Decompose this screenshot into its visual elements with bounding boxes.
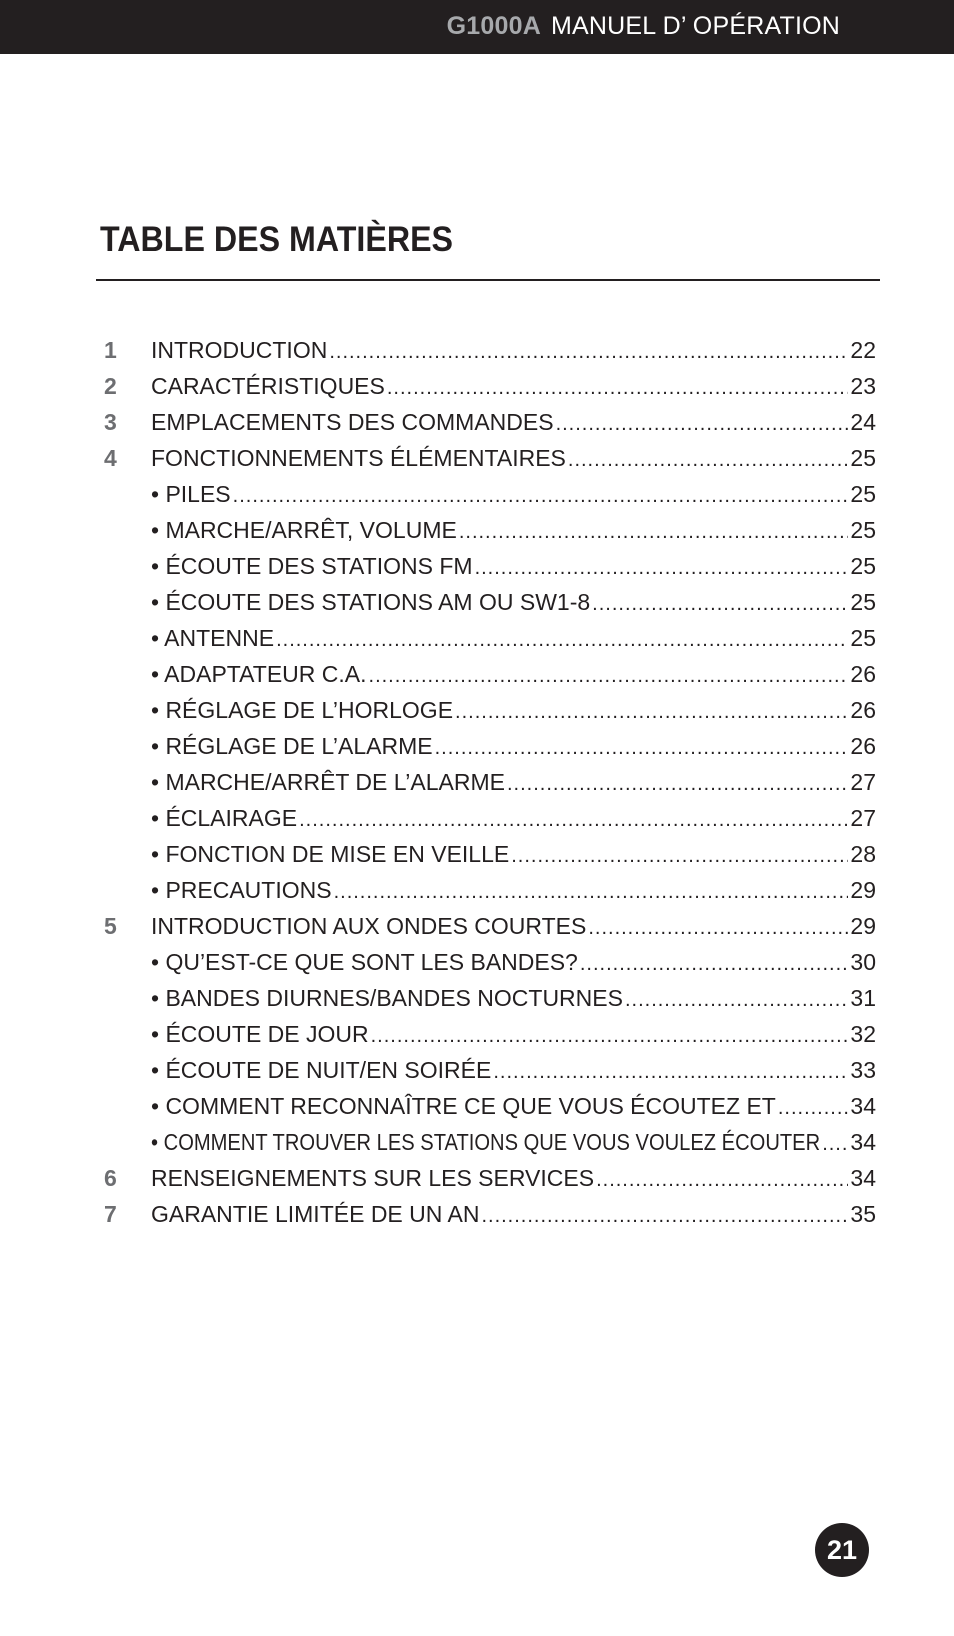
dot-leader — [507, 766, 848, 802]
toc-page-number: 30 — [850, 949, 876, 975]
toc-entry-title: • COMMENT RECONNAÎTRE CE QUE VOUS ÉCOUTEZ ET — [151, 1093, 776, 1119]
toc-page-number: 28 — [850, 841, 876, 867]
dot-leader — [329, 334, 848, 370]
dot-leader — [568, 442, 849, 478]
heading-rule — [96, 279, 880, 281]
toc-entry[interactable] — [104, 476, 876, 512]
toc-entry-title: EMPLACEMENTS DES COMMANDES — [151, 409, 554, 435]
toc-entry-title: • PILES — [151, 481, 231, 507]
toc-entry[interactable] — [104, 440, 876, 476]
toc-entry-line — [151, 1160, 876, 1198]
toc-entry-line — [151, 1124, 876, 1162]
toc-page-number: 25 — [850, 445, 876, 471]
dot-leader — [556, 406, 849, 442]
toc-entry[interactable] — [104, 872, 876, 908]
toc-entry-title: • ADAPTATEUR C.A. — [151, 661, 367, 687]
toc-chapter-number: 3 — [104, 409, 117, 435]
toc-page-number: 34 — [850, 1129, 876, 1155]
toc-entry-line — [151, 476, 876, 514]
toc-entry-title: INTRODUCTION AUX ONDES COURTES — [151, 913, 587, 939]
toc-entry-line — [151, 1016, 876, 1054]
toc-entry[interactable] — [104, 1124, 876, 1160]
toc-entry[interactable] — [104, 620, 876, 656]
dot-leader — [387, 370, 849, 406]
toc-entry-line — [151, 512, 876, 550]
toc-page-number: 29 — [850, 877, 876, 903]
toc-page-number: 34 — [850, 1093, 876, 1119]
toc-entry-title: • QU’EST-CE QUE SONT LES BANDES? — [151, 949, 578, 975]
toc-entry-title: • COMMENT TROUVER LES STATIONS QUE VOUS VOULEZ ÉCOUTER — [151, 1129, 821, 1155]
dot-leader — [493, 1054, 848, 1090]
toc-page-number: 33 — [850, 1057, 876, 1083]
toc-entry[interactable] — [104, 1196, 876, 1232]
dot-leader — [233, 478, 849, 514]
toc-page-number: 25 — [850, 481, 876, 507]
toc-page-number: 29 — [850, 913, 876, 939]
dot-leader — [371, 1018, 849, 1054]
toc-entry[interactable] — [104, 1016, 876, 1052]
toc-entry-line — [151, 620, 876, 658]
toc-entry-title: • PRECAUTIONS — [151, 877, 332, 903]
toc-page-number: 25 — [850, 589, 876, 615]
toc-entry-title: GARANTIE LIMITÉE DE UN AN — [151, 1201, 480, 1227]
toc-page-number: 32 — [850, 1021, 876, 1047]
toc-chapter-number: 7 — [104, 1201, 117, 1227]
toc-entry-line — [151, 1052, 876, 1090]
dot-leader — [580, 946, 849, 982]
toc-page-number: 22 — [850, 337, 876, 363]
toc-entry-title: • MARCHE/ARRÊT, VOLUME — [151, 517, 457, 543]
toc-page-number: 25 — [850, 553, 876, 579]
toc-entry-title: FONCTIONNEMENTS ÉLÉMENTAIRES — [151, 445, 566, 471]
toc-page-number: 24 — [850, 409, 876, 435]
toc-entry-title: CARACTÉRISTIQUES — [151, 373, 385, 399]
header-bar — [0, 0, 954, 54]
toc-heading: TABLE DES MATIÈRES — [100, 220, 454, 259]
toc-entry-title: • ÉCOUTE DES STATIONS FM — [151, 553, 473, 579]
toc-entry[interactable] — [104, 656, 876, 692]
dot-leader — [822, 1126, 848, 1162]
toc-entry-line — [151, 1088, 876, 1126]
dot-leader — [299, 802, 848, 838]
toc-entry[interactable] — [104, 836, 876, 872]
toc-page-number: 25 — [850, 625, 876, 651]
toc-entry-line — [151, 440, 876, 478]
toc-entry[interactable] — [104, 512, 876, 548]
toc-entry[interactable] — [104, 908, 876, 944]
toc-page-number: 26 — [850, 733, 876, 759]
toc-entry[interactable] — [104, 980, 876, 1016]
toc-entry-line — [151, 728, 876, 766]
toc-entry-title: • ÉCOUTE DE JOUR — [151, 1021, 369, 1047]
toc-page-number: 27 — [850, 805, 876, 831]
dot-leader — [596, 1162, 848, 1198]
dot-leader — [778, 1090, 849, 1126]
toc-entry-line — [151, 980, 876, 1018]
toc-page-number: 27 — [850, 769, 876, 795]
header-text — [447, 12, 840, 41]
dot-leader — [588, 910, 848, 946]
toc-entry[interactable] — [104, 692, 876, 728]
toc-entry[interactable] — [104, 1088, 876, 1124]
toc-page-number: 31 — [850, 985, 876, 1011]
toc-entry[interactable] — [104, 332, 876, 368]
dot-leader — [334, 874, 849, 910]
toc-entry-title: • ÉCOUTE DE NUIT/EN SOIRÉE — [151, 1057, 492, 1083]
toc-page-number: 26 — [850, 697, 876, 723]
model-name: G1000A — [446, 12, 541, 40]
toc-entry-line — [151, 1196, 876, 1234]
toc-chapter-number: 5 — [104, 913, 117, 939]
toc-entry[interactable] — [104, 764, 876, 800]
toc-entry-title: • ÉCOUTE DES STATIONS AM OU SW1-8 — [151, 589, 591, 615]
toc-entry-line — [151, 944, 876, 982]
toc-entry[interactable] — [104, 1052, 876, 1088]
dot-leader — [625, 982, 848, 1018]
toc-entry-line — [151, 332, 876, 370]
toc-chapter-number: 4 — [104, 445, 117, 471]
toc-chapter-number: 2 — [104, 373, 117, 399]
page-number-badge: 21 — [815, 1523, 869, 1577]
toc-entry[interactable] — [104, 548, 876, 584]
toc-entry[interactable] — [104, 404, 876, 440]
toc-entry-title: • ANTENNE — [151, 625, 275, 651]
toc-entry-title: • MARCHE/ARRÊT DE L’ALARME — [151, 769, 505, 795]
table-of-contents — [104, 332, 876, 1232]
dot-leader — [511, 838, 848, 874]
toc-page-number: 26 — [850, 661, 876, 687]
toc-entry-line — [151, 656, 876, 694]
toc-page-number: 34 — [850, 1165, 876, 1191]
toc-entry-title: • RÉGLAGE DE L’HORLOGE — [151, 697, 454, 723]
dot-leader — [592, 586, 848, 622]
toc-entry[interactable] — [104, 800, 876, 836]
toc-page-number: 23 — [850, 373, 876, 399]
toc-entry-line — [151, 584, 876, 622]
dot-leader — [481, 1198, 848, 1234]
toc-entry-title: RENSEIGNEMENTS SUR LES SERVICES — [151, 1165, 595, 1191]
dot-leader — [276, 622, 848, 658]
toc-entry-line — [151, 872, 876, 910]
toc-chapter-number: 1 — [104, 337, 117, 363]
toc-entry-line — [151, 800, 876, 838]
toc-entry[interactable] — [104, 584, 876, 620]
toc-entry-line — [151, 548, 876, 586]
toc-entry[interactable] — [104, 368, 876, 404]
dot-leader — [455, 694, 848, 730]
toc-page-number: 25 — [850, 517, 876, 543]
toc-entry[interactable] — [104, 944, 876, 980]
toc-entry-title: INTRODUCTION — [151, 337, 328, 363]
dot-leader — [475, 550, 849, 586]
toc-entry-line — [151, 836, 876, 874]
manual-title: MANUEL D’ OPÉRATION — [550, 12, 840, 40]
toc-entry-title: • BANDES DIURNES/BANDES NOCTURNES — [151, 985, 623, 1011]
dot-leader — [369, 658, 849, 694]
toc-entry-title: • FONCTION DE MISE EN VEILLE — [151, 841, 510, 867]
toc-page-number: 35 — [850, 1201, 876, 1227]
toc-entry-line — [151, 692, 876, 730]
toc-entry-line — [151, 404, 876, 442]
toc-entry-line — [151, 368, 876, 406]
toc-entry[interactable] — [104, 1160, 876, 1196]
dot-leader — [459, 514, 849, 550]
toc-entry-line — [151, 764, 876, 802]
toc-entry-title: • RÉGLAGE DE L’ALARME — [151, 733, 433, 759]
toc-entry-title: • ÉCLAIRAGE — [151, 805, 298, 831]
toc-chapter-number: 6 — [104, 1165, 117, 1191]
toc-entry[interactable] — [104, 728, 876, 764]
dot-leader — [435, 730, 849, 766]
toc-entry-line — [151, 908, 876, 946]
